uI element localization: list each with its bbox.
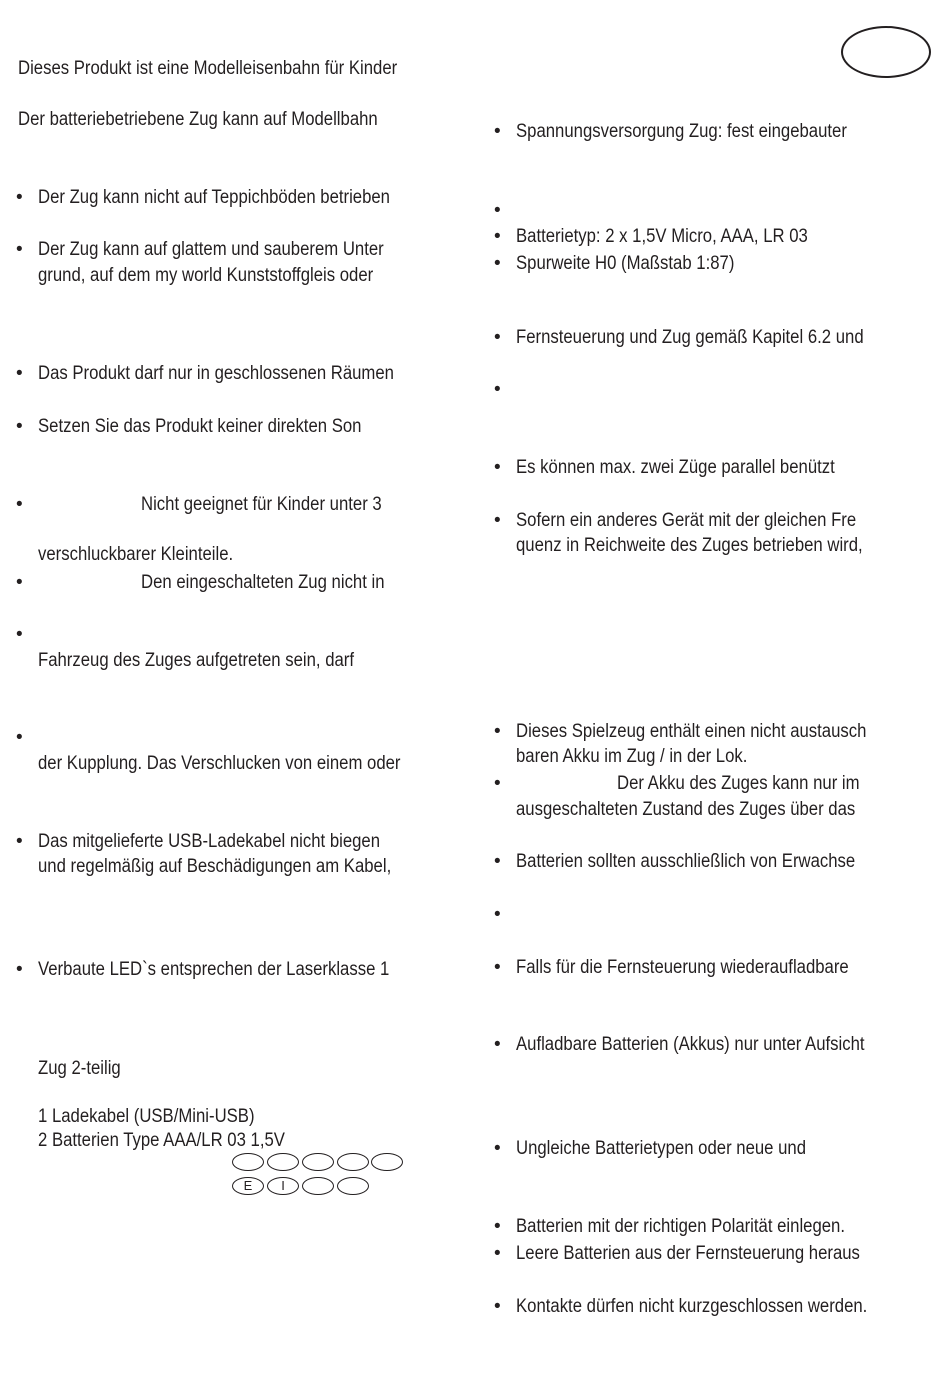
intro-text-2: Der batteriebetriebene Zug kann auf Modellbahn <box>18 109 378 130</box>
bullet: • <box>16 494 23 515</box>
bullet: • <box>494 253 501 274</box>
left-bullet-5-line-2: verschluckbarer Kleinteile. <box>38 544 234 565</box>
bullet: • <box>494 226 501 247</box>
bullet: • <box>494 851 501 872</box>
right-bullet-8-line-2: ausgeschalteten Zustand des Zuges über das <box>516 799 856 820</box>
right-bullet-7-line-2: baren Akku im Zug / in der Lok. <box>516 746 748 767</box>
right-bullet-10: Falls für die Fernsteuerung wiederaufladbare <box>516 957 849 978</box>
language-oval-i: I <box>267 1177 299 1195</box>
bullet: • <box>16 416 23 437</box>
bullet: • <box>16 187 23 208</box>
left-bullet-2-line-1: Der Zug kann auf glattem und sauberem Unter <box>38 239 384 260</box>
bullet: • <box>16 239 23 260</box>
intro-text-1: Dieses Produkt ist eine Modelleisenbahn für Kinder <box>18 58 398 79</box>
bullet: • <box>494 721 501 742</box>
bullet: • <box>494 200 501 221</box>
left-bullet-3: Das Produkt darf nur in geschlossenen Räumen <box>38 363 394 384</box>
left-bullet-9-line-2: und regelmäßig auf Beschädigungen am Kabel, <box>38 856 392 877</box>
right-bullet-15: Kontakte dürfen nicht kurzgeschlossen werden. <box>516 1296 868 1317</box>
bullet: • <box>16 831 23 852</box>
bullet: • <box>494 510 501 531</box>
bullet: • <box>494 1243 501 1264</box>
right-bullet-11: Aufladbare Batterien (Akkus) nur unter Aufsicht <box>516 1034 865 1055</box>
right-bullet-8-line-1: Der Akku des Zuges kann nur im <box>617 773 860 794</box>
right-bullet-9: Batterien sollten ausschließlich von Erwachse <box>516 851 856 872</box>
bullet: • <box>494 457 501 478</box>
right-bullet-14: Leere Batterien aus der Fernsteuerung heraus <box>516 1243 860 1264</box>
language-oval <box>371 1153 403 1171</box>
right-bullet-2: Batterietyp: 2 x 1,5V Micro, AAA, LR 03 <box>516 226 808 247</box>
contents-item-2: 1 Ladekabel (USB/Mini-USB) <box>38 1106 255 1127</box>
bullet: • <box>494 773 501 794</box>
left-bullet-4: Setzen Sie das Produkt keiner direkten Son <box>38 416 362 437</box>
bullet: • <box>16 363 23 384</box>
bullet: • <box>494 121 501 142</box>
left-bullet-9-line-1: Das mitgelieferte USB-Ladekabel nicht biegen <box>38 831 381 852</box>
right-bullet-1: Spannungsversorgung Zug: fest eingebauter <box>516 121 847 142</box>
right-bullet-12: Ungleiche Batterietypen oder neue und <box>516 1138 807 1159</box>
language-oval <box>302 1153 334 1171</box>
contents-item-1: Zug 2-teilig <box>38 1058 121 1079</box>
bullet: • <box>16 572 23 593</box>
bullet: • <box>494 1138 501 1159</box>
left-bullet-8-line-2: der Kupplung. Das Verschlucken von einem oder <box>38 753 401 774</box>
language-oval <box>841 26 931 78</box>
bullet: • <box>494 904 501 925</box>
bullet: • <box>494 379 501 400</box>
language-oval-e: E <box>232 1177 264 1195</box>
language-oval <box>337 1153 369 1171</box>
right-bullet-4: Fernsteuerung und Zug gemäß Kapitel 6.2 und <box>516 327 864 348</box>
bullet: • <box>494 1296 501 1317</box>
left-bullet-6: Den eingeschalteten Zug nicht in <box>141 572 385 593</box>
bullet: • <box>494 1216 501 1237</box>
bullet: • <box>494 957 501 978</box>
right-bullet-7-line-1: Dieses Spielzeug enthält einen nicht austausch <box>516 721 867 742</box>
right-bullet-6-line-1: Sofern ein anderes Gerät mit der gleichen Fre <box>516 510 857 531</box>
left-bullet-2-line-2: grund, auf dem my world Kunststoffgleis oder <box>38 265 374 286</box>
bullet: • <box>494 1034 501 1055</box>
contents-item-3: 2 Batterien Type AAA/LR 03 1,5V <box>38 1130 285 1151</box>
language-oval <box>302 1177 334 1195</box>
right-bullet-13: Batterien mit der richtigen Polarität einlegen. <box>516 1216 846 1237</box>
left-bullet-1: Der Zug kann nicht auf Teppichböden betrieben <box>38 187 390 208</box>
language-oval <box>337 1177 369 1195</box>
bullet: • <box>16 727 23 748</box>
left-bullet-10: Verbaute LED`s entsprechen der Laserklasse 1 <box>38 959 390 980</box>
language-oval <box>267 1153 299 1171</box>
bullet: • <box>16 624 23 645</box>
left-bullet-5-line-1: Nicht geeignet für Kinder unter 3 <box>141 494 382 515</box>
right-bullet-3: Spurweite H0 (Maßstab 1:87) <box>516 253 735 274</box>
left-bullet-7-line-2: Fahrzeug des Zuges aufgetreten sein, darf <box>38 650 355 671</box>
right-bullet-5: Es können max. zwei Züge parallel benützt <box>516 457 835 478</box>
right-bullet-6-line-2: quenz in Reichweite des Zuges betrieben wird, <box>516 535 863 556</box>
bullet: • <box>494 327 501 348</box>
language-oval <box>232 1153 264 1171</box>
bullet: • <box>16 959 23 980</box>
